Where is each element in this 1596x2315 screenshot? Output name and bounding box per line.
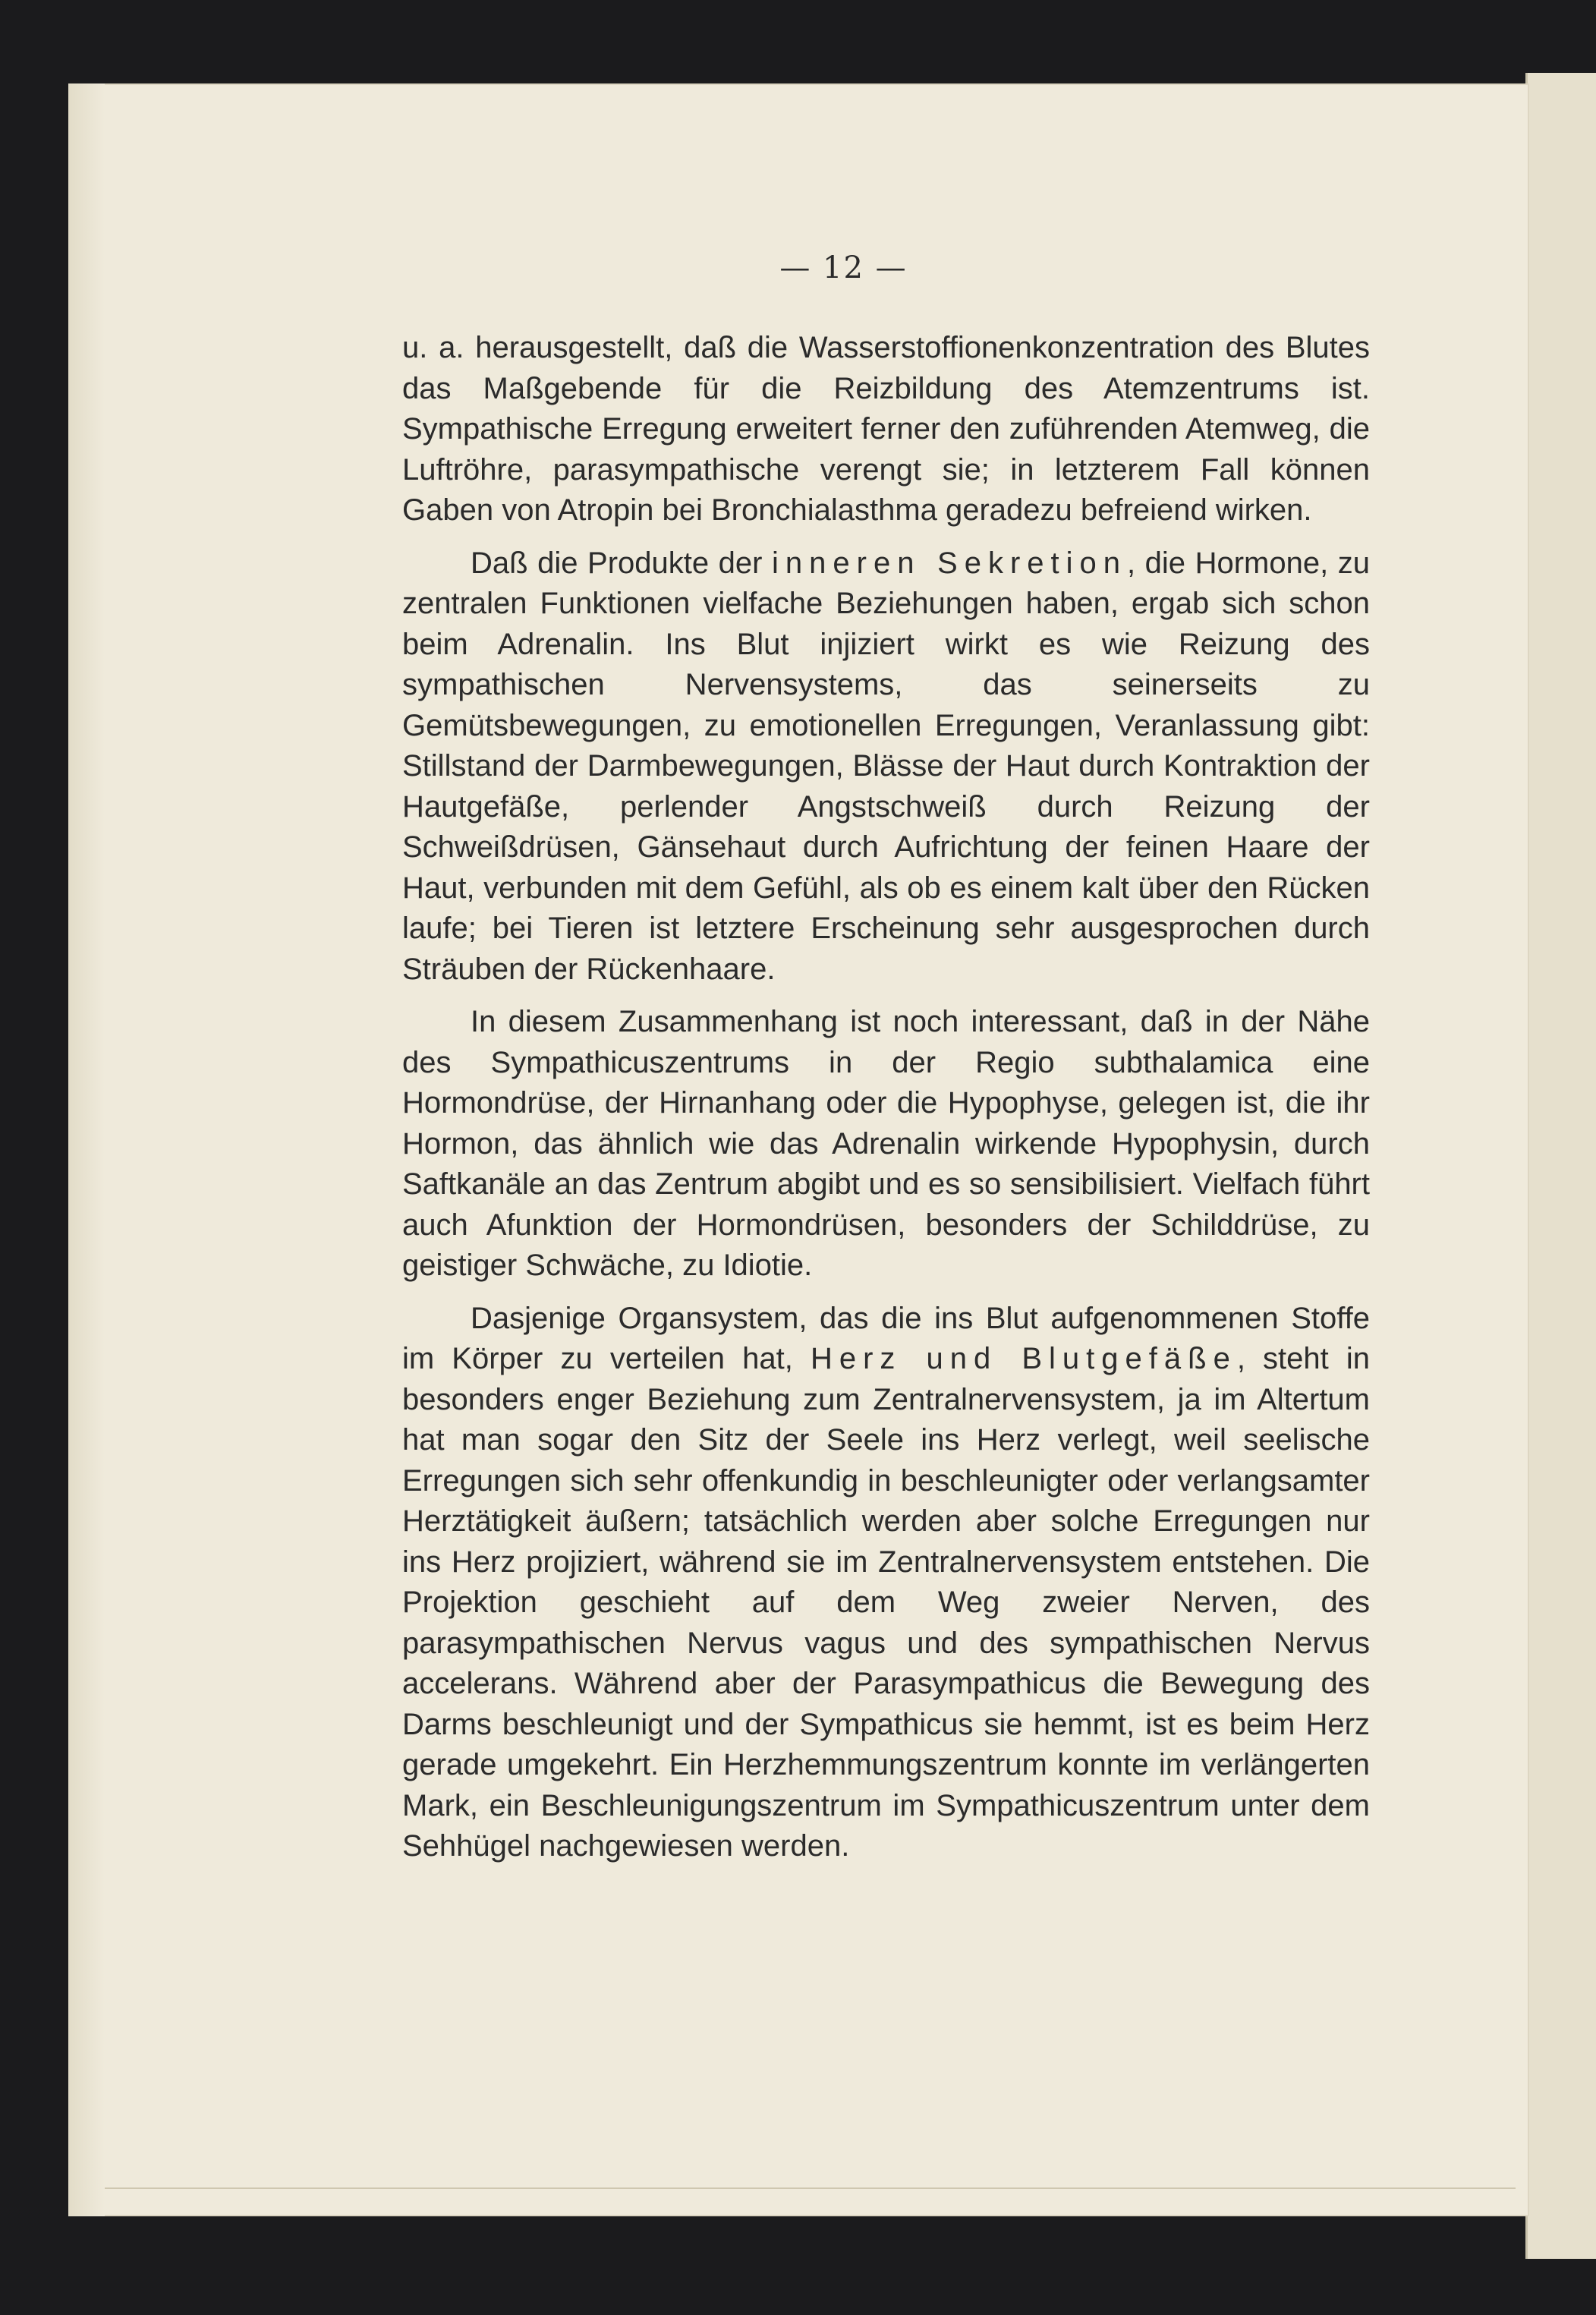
paragraph-text: In diesem Zusammenhang ist noch interessant, daß in der Nähe des Sympathicuszentrums in der Regio subthalamica eine Hormondrüse, der Hirnanhang oder die Hypophyse, gelegen ist, die ihr Hormon, das ähnlich wie das Adrenalin wirkende Hypophysin, durch Saftkanäle an das Zentrum abgibt und es so sensibilisiert. Vielfach führt auch Afunktion der Hormondrüsen, besonders der Schilddrüse, zu geistiger Schwäche, zu Idiotie.	[402, 1005, 1370, 1282]
next-page-edge	[1525, 73, 1596, 2259]
page-number: — 12 —	[779, 250, 908, 285]
emphasized-term: inneren Sekretion	[772, 546, 1127, 580]
paragraph-2	[402, 543, 1370, 991]
paragraph-text: Dasjenige Organsystem, das die ins Blut aufgenommenen Stoffe im Körper zu verteilen hat,	[402, 1301, 1370, 1375]
page-binding-edge	[68, 83, 105, 2216]
paragraph-text: , steht in besonders enger Beziehung zum Zentralnervensystem, ja im Altertum hat man sogar den Sitz der Seele ins Herz verlegt, weil seelische Erregungen sich sehr offenkundig in beschleunigter oder verlangsamter Herztätigkeit äußern; tatsächlich werden aber solche Erregungen nur ins Herz projiziert, während sie im Zentralnervensystem entstehen. Die Projektion geschieht auf dem Weg zweier Nerven, des parasympathischen Nervus vagus und des sympathischen Nervus accelerans. Während aber der Parasympathicus die Bewegung des Darms beschleunigt und der Sympathicus sie hemmt, ist es beim Herz gerade umgekehrt. Ein Herzhemmungszentrum konnte im verlängerten Mark, ein Beschleunigungszentrum im Sympathicuszentrum unter dem Sehhügel nachgewiesen werden.	[402, 1342, 1370, 1863]
paragraph-3	[402, 1002, 1370, 1287]
paragraph-1	[402, 328, 1370, 531]
emphasized-term: Herz und Blutgefäße	[810, 1342, 1237, 1375]
paragraph-4	[402, 1299, 1370, 1867]
page-body	[402, 328, 1370, 1879]
paragraph-text: , die Hormone, zu zentralen Funktionen vielfache Beziehungen haben, ergab sich schon beim Adrenalin. Ins Blut injiziert wirkt es wie Reizung des sympathischen Nervensystems, das seinerseits zu Gemütsbewegungen, zu emotionellen Erregungen, Veranlassung gibt: Stillstand der Darmbewegungen, Blässe der Haut durch Kontraktion der Hautgefäße, perlender Angstschweiß durch Reizung der Schweißdrüsen, Gänsehaut durch Aufrichtung der feinen Haare der Haut, verbunden mit dem Gefühl, als ob es einem kalt über den Rücken laufe; bei Tieren ist letztere Erscheinung sehr ausgesprochen durch Sträuben der Rückenhaare.	[402, 546, 1370, 986]
paragraph-text: u. a. herausgestellt, daß die Wasserstoffionenkonzentration des Blutes das Maßgebende für die Reizbildung des Atemzentrums ist. Sympathische Erregung erweitert ferner den zuführenden Atemweg, die Luftröhre, parasympathische verengt sie; in letzterem Fall können Gaben von Atropin bei Bronchialasthma geradezu befreiend wirken.	[402, 331, 1370, 527]
paragraph-text: Daß die Produkte der	[471, 546, 773, 580]
